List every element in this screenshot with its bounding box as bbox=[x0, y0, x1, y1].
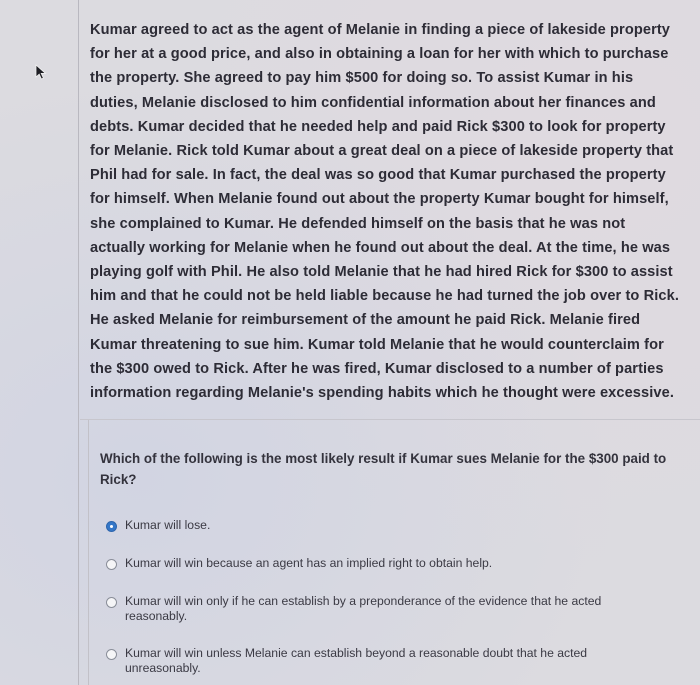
question-prompt: Which of the following is the most likely result if Kumar sues Melanie for the $300 paid to Rick? bbox=[100, 451, 667, 487]
radio-unselected-icon[interactable] bbox=[106, 649, 117, 660]
radio-selected-icon[interactable] bbox=[106, 521, 117, 532]
answer-option-label: Kumar will lose. bbox=[125, 518, 211, 532]
answer-option-1[interactable] bbox=[106, 518, 646, 533]
radio-unselected-icon[interactable] bbox=[106, 597, 117, 608]
answer-option-label: Kumar will win unless Melanie can establish beyond a reasonable doubt that he acted unreasonably. bbox=[125, 646, 588, 675]
answer-option-label: Kumar will win only if he can establish by a preponderance of the evidence that he acted reasonably. bbox=[125, 594, 602, 623]
answer-option-3[interactable] bbox=[106, 594, 646, 624]
answer-option-label: Kumar will win because an agent has an implied right to obtain help. bbox=[125, 556, 493, 570]
left-margin-rule bbox=[78, 0, 79, 685]
radio-unselected-icon[interactable] bbox=[106, 559, 117, 570]
mouse-pointer-icon bbox=[34, 64, 50, 80]
question-passage: Kumar agreed to act as the agent of Melanie in finding a piece of lakeside property for her at a good price, and also in obtaining a loan for her with which to purchase the property. She agreed to pay him $500 for doing so. To assist Kumar in his duties, Melanie disclosed to him confidential information about her finances and debts. Kumar decided that he needed help and paid Rick $300 to look for property for Melanie. Rick told Kumar about a great deal on a piece of lakeside property that Phil had for sale. In fact, the deal was so good that Kumar purchased the property for himself. When Melanie found out about the property Kumar bought for himself, she complained to Kumar. He defended himself on the basis that he was not actually working for Melanie when he found out about the deal. At the time, he was playing golf with Phil. He also told Melanie that he had hired Rick for $300 to assist him and that he could not be held liable because he had turned the job over to Rick. He asked Melanie for reimbursement of the amount he paid Rick. Melanie fired Kumar threatening to sue him. Kumar told Melanie that he would counterclaim for the $300 owed to Rick. After he was fired, Kumar disclosed to a number of parties information regarding Melanie's spending habits which he thought were excessive. bbox=[90, 22, 679, 402]
answer-option-4[interactable] bbox=[106, 646, 646, 676]
answer-option-2[interactable] bbox=[106, 556, 646, 571]
